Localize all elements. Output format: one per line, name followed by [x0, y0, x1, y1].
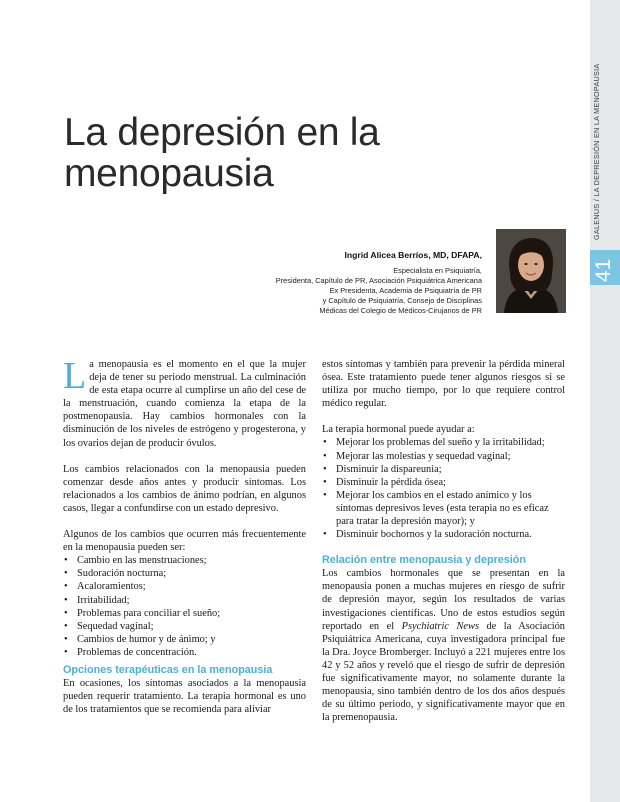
journal-name: Psychiatric News: [401, 620, 479, 632]
list-item: • Problemas de concentración.: [63, 646, 306, 659]
list-item: • Disminuir la dispareunia;: [322, 463, 565, 476]
author-credential: Especialista en Psiquiatría,: [393, 266, 482, 275]
column-left: [63, 355, 306, 716]
dropcap: L: [63, 355, 87, 397]
author-photo: [496, 229, 566, 313]
paragraph: La terapia hormonal puede ayudar a:: [322, 424, 475, 436]
list-item: • Disminuir la pérdida ósea;: [322, 476, 565, 489]
author-credential: Ex Presidenta, Academia de Psiquiatría de PR: [329, 286, 482, 295]
list-item: • Mejorar las molestias y sequedad vaginal;: [322, 450, 565, 463]
author-credential: y Capítulo de Psiquiatría, Consejo de Disciplinas: [322, 296, 482, 305]
list-item: • Sequedad vaginal;: [63, 620, 306, 633]
author-credential: Presidenta, Capítulo de PR, Asociación Psiquiátrica Americana: [275, 276, 482, 285]
study-text-a: Los cambios hormonales que se presentan en la menopausia ponen a muchas mujeres en riesgo de sufrir de depresión mayor, según los resultados de varias investigaciones científicas. Uno de estos estudios según reportado en el: [322, 568, 565, 632]
list-item: • Mejorar los problemas del sueño y la irritabilidad;: [322, 436, 565, 449]
section-heading: Opciones terapéuticas en la menopausia: [63, 663, 273, 676]
running-head-text: GALENUS / LA DEPRESIÓN EN LA MENOPAUSIA: [592, 63, 601, 240]
list-item: • Acaloramientos;: [63, 580, 306, 593]
paragraph: Algunos de los cambios que ocurren más frecuentemente en la menopausia pueden ser:: [63, 529, 306, 554]
list-item: • Sudoración nocturna;: [63, 567, 306, 580]
list-item: • Cambio en las menstruaciones;: [63, 554, 306, 567]
list-item: • Problemas para conciliar el sueño;: [63, 607, 306, 620]
paragraph-intro: [63, 355, 306, 450]
column-right: [322, 358, 565, 724]
page-number-text: 41: [592, 258, 615, 282]
list-item: • Cambios de humor y de ánimo; y: [63, 633, 306, 646]
paragraph: Los cambios relacionados con la menopausia pueden comenzar desde años antes y producir síntomas. Los relacionados a los cambios de ánimo podrían, en algunos casos, llegar a confundirse con un estado depresivo.: [63, 463, 306, 514]
author-portrait-image: [496, 229, 566, 313]
list-item: • Mejorar los cambios en el estado anímico y los síntomas depresivos leves (esta terapia no es eficaz para tratar la depresión mayor); y: [322, 489, 565, 528]
study-text-b: de la Asociación Psiquiátrica Americana, cuya investigadora principal fue la Dra. Joyce Bromberger. Incluyó a 221 mujeres entre los 42 y 52 años y reveló que el riesgo de sufrir de depresión fue significativamente mayor, no solamente durante la menopausia, sino también dentro de los dos años después de su último periodo, y significativamente mayor que en la premenopausia.: [322, 620, 565, 724]
list-item: • Irritabilidad;: [63, 594, 306, 607]
section-heading: Relación entre menopausia y depresión: [322, 554, 527, 567]
symptom-list: [63, 554, 306, 659]
author-credential: Médicas del Colegio de Médicos-Cirujanos de PR: [319, 306, 482, 315]
paragraph: estos síntomas y también para prevenir la pérdida mineral ósea. Este tratamiento puede tener algunos riesgos si se utiliza por mucho tiempo, por lo que requiere control médico regular.: [322, 359, 565, 410]
author-name: Ingrid Alicea Berríos, MD, DFAPA,: [344, 250, 482, 260]
paragraph: En ocasiones, los síntomas asociados a la menopausia pueden requerir tratamiento. La terapia hormonal es uno de los tratamientos que se recomienda para aliviar: [63, 677, 306, 716]
author-block: [220, 249, 482, 316]
title-line-2: menopausia: [64, 152, 274, 195]
page-title: [64, 112, 504, 194]
benefit-list: [322, 436, 565, 541]
title-line-1: La depresión en la: [64, 111, 380, 154]
paragraph-study: [322, 567, 565, 724]
paragraph-intro-text: a menopausia es el momento en el que la mujer deja de tener su periodo menstrual. La culminación de esta etapa ocurre al cumplirse un año del cese de la menstruación, cuando comienza la etapa de la postmenopausia. Hay cambios hormonales con la disminución de los niveles de estrógeno y progesterona, y los ovarios dejan de producir óvulos.: [63, 359, 306, 449]
list-item: • Disminuir bochornos y la sudoración nocturna.: [322, 528, 565, 541]
